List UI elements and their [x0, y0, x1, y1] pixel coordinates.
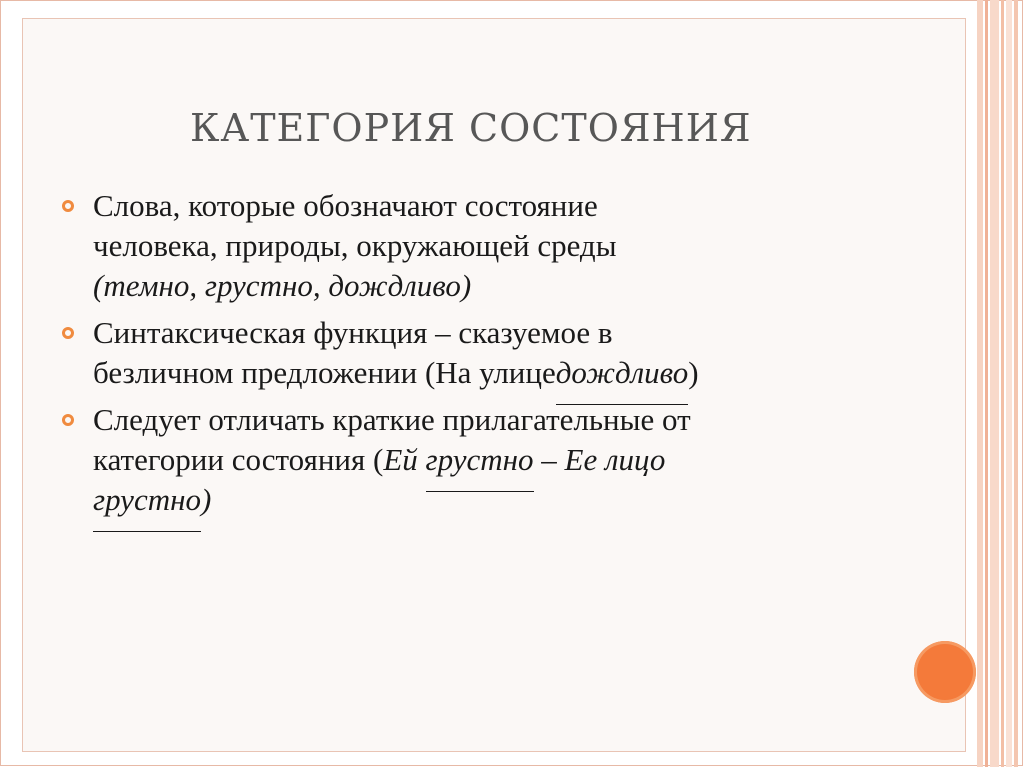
bullet-text: Слова, которые обозначают состояние [93, 188, 598, 223]
decorative-stripe [990, 0, 999, 767]
bullet-text: ) [688, 355, 699, 390]
bullet-text: ) [200, 482, 212, 517]
bullet-text: человека, природы, окружающей среды [93, 228, 617, 263]
bullet-list [62, 186, 882, 527]
bullet-text: Синтаксическая функция – сказуемое в [93, 315, 613, 350]
underlined-word: дождливо [556, 353, 689, 393]
underlined-word: грустно [93, 480, 201, 520]
bullet-example: (темно, грустно, дождливо) [93, 268, 472, 303]
decorative-stripe [985, 0, 988, 767]
bullet-text: Следует отличать краткие прилагательные от [93, 402, 691, 437]
bullet-ring-icon [62, 414, 74, 426]
slide-title: КАТЕГОРИЯ СОСТОЯНИЯ [190, 106, 752, 150]
bullet-ring-icon [62, 200, 74, 212]
decorative-stripe [1006, 0, 1012, 767]
bullet-example: Ей [383, 442, 426, 477]
orange-circle-icon [914, 641, 976, 703]
underlined-word: грустно [426, 440, 534, 480]
bullet-example: – Ее лицо [533, 442, 666, 477]
decorative-stripe [1014, 0, 1018, 767]
bullet-item [62, 186, 882, 306]
bullet-text: безличном предложении (На улице [93, 355, 556, 390]
decorative-stripe [977, 0, 983, 767]
bullet-ring-icon [62, 327, 74, 339]
decorative-stripe [1001, 0, 1004, 767]
bullet-item [62, 313, 882, 393]
bullet-text: категории состояния ( [93, 442, 384, 477]
bullet-item [62, 400, 882, 520]
